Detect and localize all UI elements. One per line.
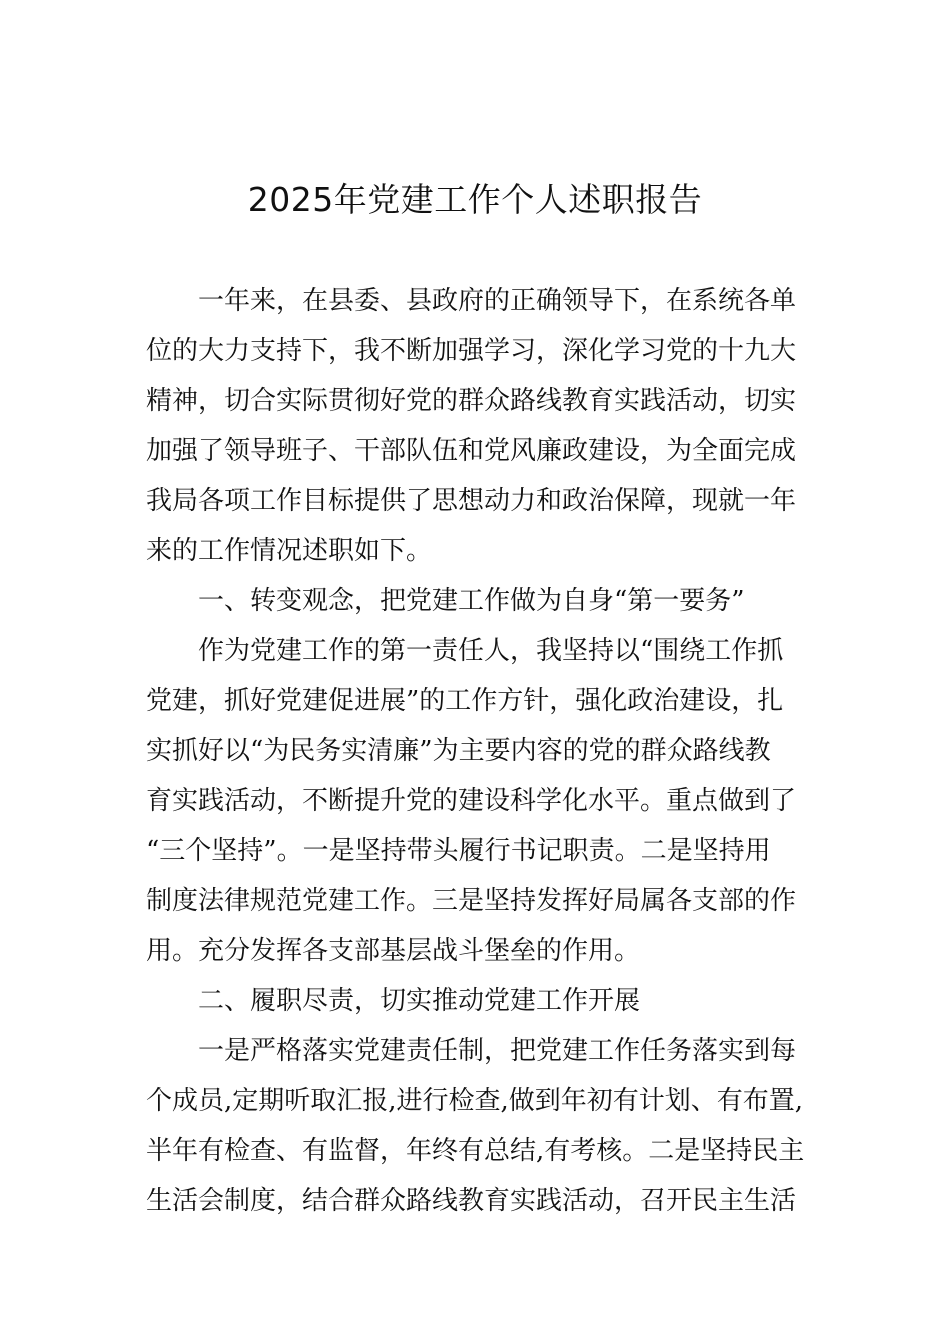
section-heading: 二、履职尽责，切实推动党建工作开展 (198, 986, 641, 1016)
body-line: 一是严格落实党建责任制，把党建工作任务落实到每 (198, 1036, 797, 1066)
body-line: 一年来，在县委、县政府的正确领导下，在系统各单 (198, 286, 797, 316)
body-line: 生活会制度，结合群众路线教育实践活动，召开民主生活 (146, 1186, 797, 1216)
body-line: 精神，切合实际贯彻好党的群众路线教育实践活动，切实 (146, 386, 797, 416)
body-line: 育实践活动，不断提升党的建设科学化水平。重点做到了 (146, 786, 797, 816)
body-line: 制度法律规范党建工作。三是坚持发挥好局属各支部的作 (146, 886, 797, 916)
body-line: 党建，抓好党建促进展”的工作方针，强化政治建设，扎 (146, 686, 784, 716)
body-line: 个成员,定期听取汇报,进行检查,做到年初有计划、有布置, (146, 1086, 804, 1116)
body-line: 用。充分发挥各支部基层战斗堡垒的作用。 (146, 936, 641, 966)
body-line: 作为党建工作的第一责任人，我坚持以“围绕工作抓 (198, 636, 784, 666)
body-line: 位的大力支持下，我不断加强学习，深化学习党的十九大 (146, 336, 797, 366)
body-line: “三个坚持”。一是坚持带头履行书记职责。二是坚持用 (146, 836, 771, 866)
body-line: 半年有检查、有监督，年终有总结,有考核。二是坚持民主 (146, 1136, 805, 1166)
document-body (146, 276, 814, 1226)
body-line: 我局各项工作目标提供了思想动力和政治保障，现就一年 (146, 486, 797, 516)
document-title: 2025年党建工作个人述职报告 (247, 180, 703, 219)
body-line: 实抓好以“为民务实清廉”为主要内容的党的群众路线教 (146, 736, 771, 766)
body-line: 加强了领导班子、干部队伍和党风廉政建设，为全面完成 (146, 436, 797, 466)
section-heading: 一、转变观念，把党建工作做为自身“第一要务” (198, 586, 745, 616)
body-line: 来的工作情况述职如下。 (146, 536, 433, 566)
